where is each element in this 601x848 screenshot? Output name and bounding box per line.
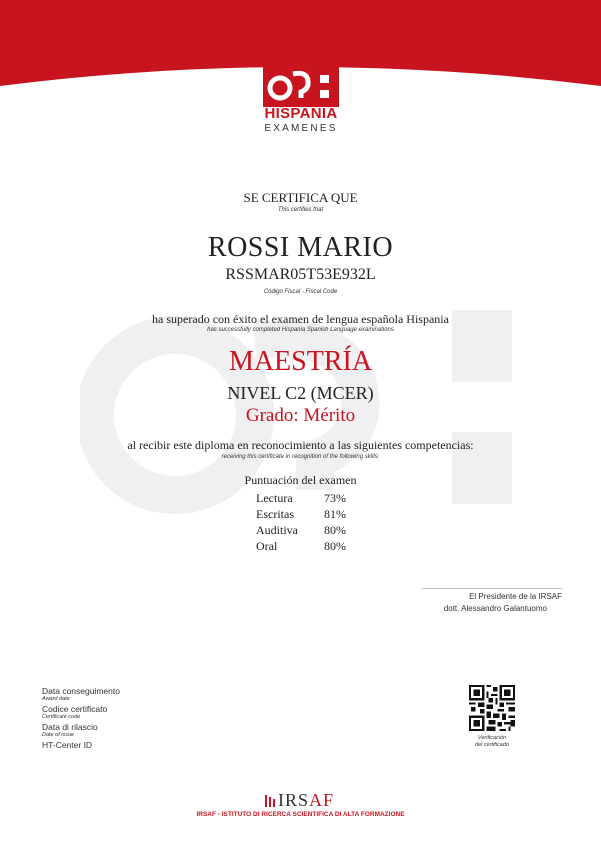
meta-item [42, 686, 120, 703]
score-skill: Auditiva [256, 523, 298, 537]
scores-table [256, 490, 346, 554]
scores-title: Puntuación del examen [244, 473, 357, 487]
meta-sublabel: Award date [42, 696, 70, 702]
score-row [256, 490, 346, 506]
score-row [256, 538, 346, 554]
signature-line [422, 588, 562, 589]
holder-name: ROSSI MARIO [207, 232, 394, 263]
grade: Grado: Mérito [245, 405, 356, 426]
certifies-heading: SE CERTIFICA QUE [243, 190, 358, 205]
signature-title: El Presidente de la IRSAF [469, 592, 562, 601]
logo-subtitle: EXAMENES [264, 123, 338, 134]
meta-label: Data di rilascio [42, 722, 98, 732]
recognition-statement: al recibir este diploma en reconocimiento a las siguientes competencias: [127, 438, 474, 452]
irsaf-bars-icon [265, 795, 275, 807]
certifies-english: This certifies that [277, 207, 324, 213]
meta-item [42, 740, 120, 750]
qr-label-line1: Verificación [477, 735, 507, 741]
meta-label: Codice certificato [42, 704, 108, 714]
meta-label: Data conseguimento [42, 686, 120, 696]
logo-name: HISPANIA [264, 105, 338, 122]
meta-sublabel: Date of issue [42, 732, 75, 738]
score-value: 80% [324, 523, 346, 537]
qr-label [460, 735, 524, 749]
qr-code-icon[interactable] [469, 685, 515, 731]
level-mcer: NIVEL C2 (MCER) [227, 383, 374, 403]
level-title: MAESTRÍA [228, 346, 373, 377]
recognition-statement-english: receiving this certificate in recognition of the following skills: [221, 454, 380, 460]
fiscal-code-label: Código Fiscal - Fiscal Code [263, 289, 338, 295]
score-row [256, 506, 346, 522]
score-skill: Escritas [256, 507, 294, 521]
irsaf-logo [265, 790, 334, 810]
score-value: 80% [324, 539, 346, 553]
qr-label-line2: del certificado [475, 742, 509, 748]
passed-statement: ha superado con éxito el examen de lengua española Hispania [152, 312, 449, 326]
irsaf-brand-part2: AF [309, 790, 335, 810]
meta-sublabel: Certificate code [42, 714, 81, 720]
meta-label: HT-Center ID [42, 740, 93, 750]
meta-item [42, 704, 120, 721]
meta-item [42, 722, 120, 739]
score-value: 73% [324, 491, 346, 505]
signature-name: dott. Alessandro Galantuomo [443, 604, 547, 613]
score-skill: Oral [256, 539, 278, 553]
irsaf-brand-part1: IRS [278, 790, 310, 810]
certificate-meta [42, 686, 120, 751]
logo-glyph-icon [263, 65, 339, 107]
score-skill: Lectura [256, 491, 293, 505]
irsaf-full-name: IRSAF - ISTITUTO DI RICERCA SCIENTIFICA DI ALTA FORMAZIONE [196, 811, 405, 818]
fiscal-code: RSSMAR05T53E932L [225, 266, 376, 283]
hispania-logo [258, 65, 344, 140]
score-row [256, 522, 346, 538]
score-value: 81% [324, 507, 346, 521]
passed-statement-english: has successfully completed Hispania Spanish Language examinations [207, 327, 394, 333]
